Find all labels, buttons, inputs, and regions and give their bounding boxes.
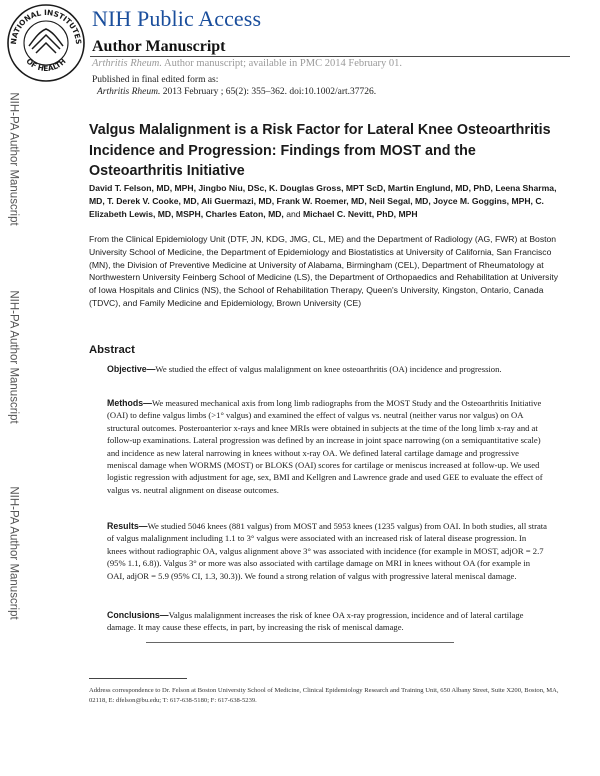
logo-ring-top: NATIONAL INSTITUTES [8, 7, 84, 45]
abstract-results [107, 520, 547, 582]
abstract-methods [107, 397, 547, 496]
availability-text: Author manuscript; available in PMC 2014 February 01. [164, 58, 403, 69]
published-label: Published in final edited form as: [92, 75, 219, 85]
correspondence-footnote: Address correspondence to Dr. Felson at Boston University School of Medicine, Clinical Epidemiology Research and Training Unit, 650 Albany Street, Suite X200, Boston, MA, 02118, E: dfelson@bu.edu; T: 617-638-5180; F: 617-638-5239. [89, 687, 559, 704]
logo-ring-bottom: OF HEALTH [24, 56, 68, 74]
side-label-1: NIH-PA Author Manuscript [8, 92, 20, 226]
footnote-divider [89, 678, 187, 679]
conclusions-text: Valgus malalignment increases the risk of knee OA x-ray progression, incidence and of lateral cartilage damage. It may cause these effects, in part, by increasing the risk of meniscal damage. [107, 610, 524, 633]
citation-details: 2013 February ; 65(2): 355–362. doi:10.1002/art.37726. [162, 86, 377, 97]
results-text: We studied 5046 knees (881 valgus) from MOST and 5953 knees (1235 valgus) from OAI. In both studies, all strata of valgus malalignment including 1.1 to 3° valgus were associated with an increased risk of lateral disease progression. In knees without radiographic OA, valgus alignment above 3° was associated with incidence (for example in MOST, adjOR = 2.7 (95% 1.1, 6.8)). Valgus 3° or more was also associated with cartilage damage on MRI in knees without OA (for example in OAI, adjOR = 5.9 (95% CI, 1.3, 30.3)). We found a strong relation of valgus with progressive lateral meniscal damage. [107, 521, 547, 581]
author-manuscript-label: Author Manuscript [92, 38, 226, 55]
availability-journal: Arthritis Rheum. [92, 58, 162, 69]
article-title: Valgus Malalignment is a Risk Factor for Lateral Knee Osteoarthritis Incidence and Progression: Findings from MOST and the Osteoarthritis Initiative [89, 122, 551, 179]
conclusions-label: Conclusions— [107, 610, 169, 620]
availability-line [92, 58, 402, 69]
abstract-conclusions [107, 609, 547, 634]
objective-label: Objective— [107, 364, 156, 374]
side-label-2: NIH-PA Author Manuscript [8, 290, 20, 424]
abstract-objective [107, 363, 547, 375]
authors-last: Michael C. Nevitt, PhD, MPH [302, 208, 418, 219]
publication-info [92, 75, 376, 98]
abstract-end-rule [146, 642, 454, 643]
nih-public-access-title: NIH Public Access [92, 6, 262, 31]
citation-journal: Arthritis Rheum. [97, 86, 161, 97]
author-list [89, 182, 559, 220]
objective-text: We studied the effect of valgus malalignment on knee osteoarthritis (OA) incidence and progression. [155, 364, 502, 374]
abstract-heading: Abstract [89, 344, 135, 356]
methods-label: Methods— [107, 398, 152, 408]
citation [92, 87, 376, 99]
side-label-3: NIH-PA Author Manuscript [8, 486, 20, 620]
nih-logo-icon [5, 2, 87, 84]
authors-and: and [286, 208, 301, 219]
authors-main: David T. Felson, MD, MPH, Jingbo Niu, DSc, K. Douglas Gross, MPT ScD, Martin Englund, MD, PhD, Leena Sharma, MD, T. Derek V. Cooke, MD, Ali Guermazi, MD, Frank W. Roemer, MD, Neil Segal, MD, Joyce M. Goggins, MPH, C. Elizabeth Lewis, MD, MSPH, Charles Eaton, MD, [89, 183, 557, 219]
results-label: Results— [107, 521, 148, 531]
methods-text: We measured mechanical axis from long limb radiographs from the MOST Study and the Osteoarthritis Initiative (OAI) to define valgus limbs (>1° valgus) and examined the effect of valgus vs. neutral (neither varus nor valgus) on OA structural outcomes. Posteroanterior x-rays and knee MRIs were obtained in subjects at the time of the long limb x-ray and at follow-up examinations. Lateral progression was defined by an increase in joint space narrowing (on a semiquantitative scale) and incidence as new lateral narrowing in knees without x-ray OA. We defined lateral cartilage damage and progressive meniscal damage when WORMS (MOST) or BLOKS (OAI) scores for cartilage or meniscus increased at follow-up. We used logistic regression with adjustment for age, sex, BMI and Kellgren and Lawrence grade and used GEE to evaluate the effect of valgus vs. neutral alignment on disease outcomes. [107, 398, 543, 495]
affiliations: From the Clinical Epidemiology Unit (DTF, JN, KDG, JMG, CL, ME) and the Department of Radiology (AG, FWR) at Boston University School of Medicine, the Department of Epidemiology and Biostatistics at University of California, San Francisco (MN), the Division of Preventive Medicine at University of Alabama, Birmingham (CEL), Department of Rheumatology at Northwestern University Feinberg School of Medicine (LS), the Department of Orthopaedics and Rehabilitation at University of Iowa Hospitals and Clinics (NS), the School of Rehabilitation Therapy, Queen's University, Kingston, Ontario, Canada (TDVC), and Family Medicine and Epidemiology, Brown University (CE) [89, 234, 559, 308]
